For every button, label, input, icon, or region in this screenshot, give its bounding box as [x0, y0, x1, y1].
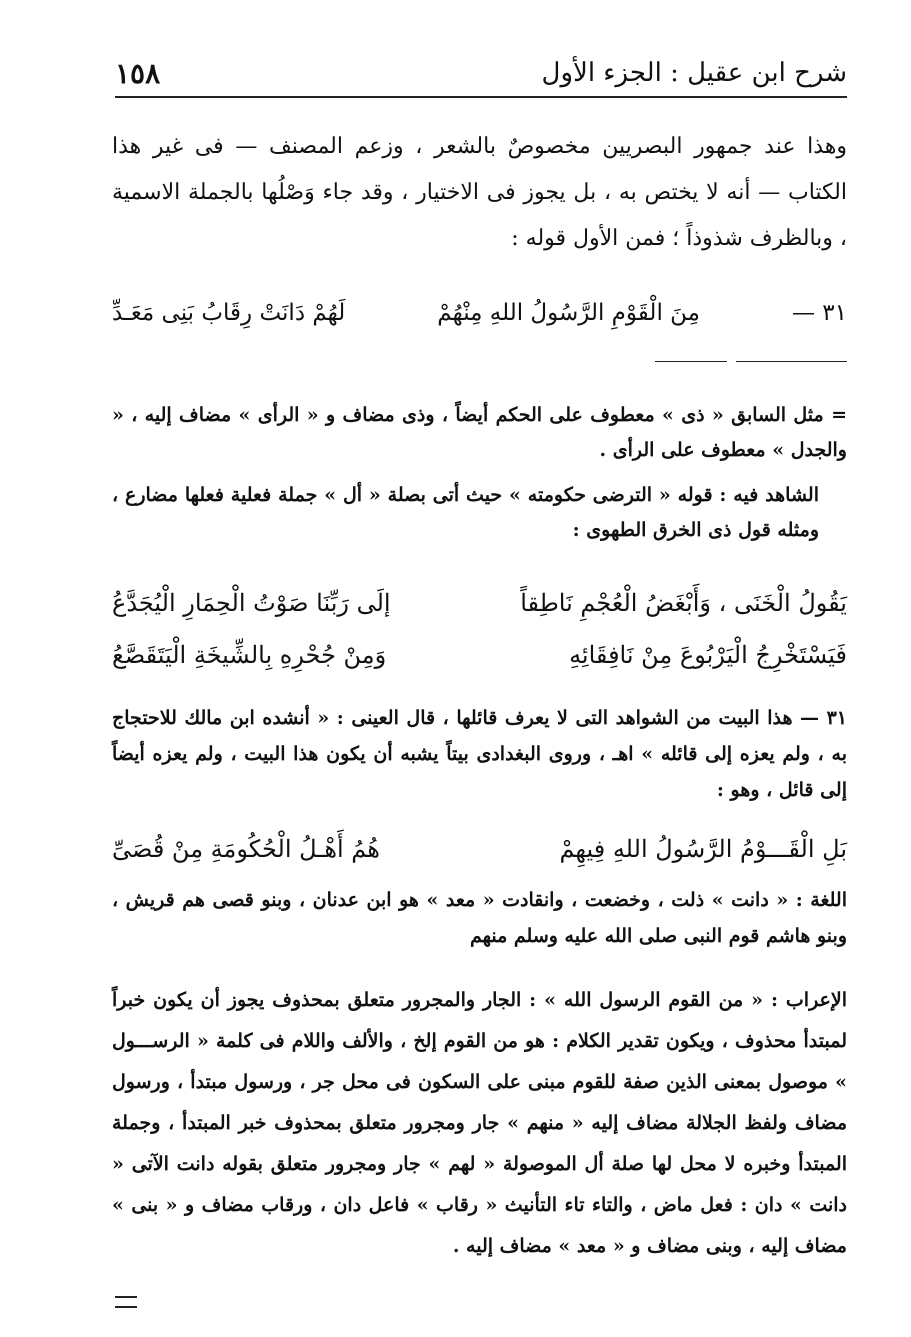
footnote-continued	[112, 398, 847, 548]
footnote-witness: الشاهد فيه : قوله « الترضى حكومته » حيث أتى بصلة « أل » جملة فعلية فعلها مضارع ، ومثله قول ذى الخرق الطهوى :	[112, 484, 819, 541]
footnote-31-text: ٣١ — هذا البيت من الشواهد التى لا يعرف قائلها ، قال العينى : « أنشده ابن مالك للاحتجاج به ، ولم يعزه إلى قائله » اهـ ، وروى البغدادى بيتاً يشبه أن يكون هذا البيت ، ولم يعزه أيضاً إلى قائل ، وهو :	[112, 707, 847, 801]
verse-second-half: وَمِنْ جُحْرِهِ بِالشِّيخَةِ الْيَتَقَصَّعُ	[112, 641, 387, 669]
verse-first-half: فَيَسْتَخْرِجُ الْيَرْبُوعَ مِنْ نَافِقَائِهِ	[569, 641, 847, 669]
footnote-31	[112, 700, 847, 808]
page-number: ١٥٨	[115, 56, 161, 90]
verse-first-half: مِنَ الْقَوْمِ الرَّسُولُ اللهِ مِنْهُمْ	[437, 300, 700, 326]
footnote-31-language	[112, 882, 847, 954]
language-note: اللغة : « دانت » ذلت ، وخضعت ، وانقادت « معد » هو ابن عدنان ، وبنو قصى هم قريش ، وبنو هاشم قوم النبى صلى الله عليه وسلم منهم	[112, 889, 847, 947]
parsing-note: الإعراب : « من القوم الرسول الله » : الجار والمجرور متعلق بمحذوف يجوز أن يكون خبراً لمبتدأ محذوف ، ويكون تقدير الكلام : هو من القوم إلخ ، والألف واللام فى كلمة « الرســـول » موصول بمعنى الذين صفة للقوم مبنى على السكون فى محل جر ، ورسول مبتدأ ، ورسول مضاف ولفظ الجلالة مضاف إليه « منهم » جار ومجرور متعلق بمحذوف خبر المبتدأ ، وجملة المبتدأ وخبره لا محل لها صلة أل الموصولة « لهم » جار ومجرور متعلق بقوله دانت الآتى « دانت » دان : فعل ماض ، والتاء تاء التأنيث « رقاب » فاعل دان ، ورقاب مضاف و « بنى » مضاف إليه ، وبنى مضاف و « معد » مضاف إليه .	[112, 989, 847, 1257]
verse-first-half: يَقُولُ الْخَنَى ، وَأَبْغَضُ الْعُجْمِ نَاطِقاً	[520, 589, 847, 617]
continuation-mark	[115, 1296, 137, 1308]
verse-number: ٣١ —	[791, 300, 847, 326]
main-verse	[112, 292, 847, 334]
running-title: شرح ابن عقيل : الجزء الأول	[541, 58, 847, 88]
footnote-verse	[112, 634, 847, 676]
verse-second-half: لَهُمْ دَانَتْ رِقَابُ بَنِى مَعَـدِّ	[112, 300, 346, 326]
page-header	[115, 48, 847, 98]
footnote-31-parsing	[112, 980, 847, 1267]
footnote-separator	[736, 361, 847, 362]
header-rule	[115, 96, 847, 98]
main-text	[112, 124, 847, 262]
footnote-verse	[112, 582, 847, 624]
footnote-separator	[655, 361, 727, 362]
verse-first-half: بَلِ الْقَـــوْمُ الرَّسُولُ اللهِ فِيهِمْ	[559, 835, 847, 863]
verse-second-half: هُمُ أَهْـلُ الْحُكُومَةِ مِنْ قُصَىِّ	[112, 835, 380, 863]
footnote-line: = مثل السابق « ذى » معطوف على الحكم أيضاً ، وذى مضاف و « الرأى » مضاف إليه ، « والجدل » معطوف على الرأى .	[112, 404, 847, 461]
verse-second-half: إلَى رَبِّنَا صَوْتُ الْحِمَارِ الْيُجَدَّعُ	[112, 589, 391, 617]
footnote-31-verse	[112, 828, 847, 870]
main-paragraph: وهذا عند جمهور البصريين مخصوصٌ بالشعر ، وزعم المصنف — فى غير هذا الكتاب — أنه لا يختص به ، بل يجوز فى الاختيار ، وقد جاء وَصْلُها بالجملة الاسمية ، وبالظرف شذوذاً ؛ فمن الأول قوله :	[112, 134, 847, 251]
